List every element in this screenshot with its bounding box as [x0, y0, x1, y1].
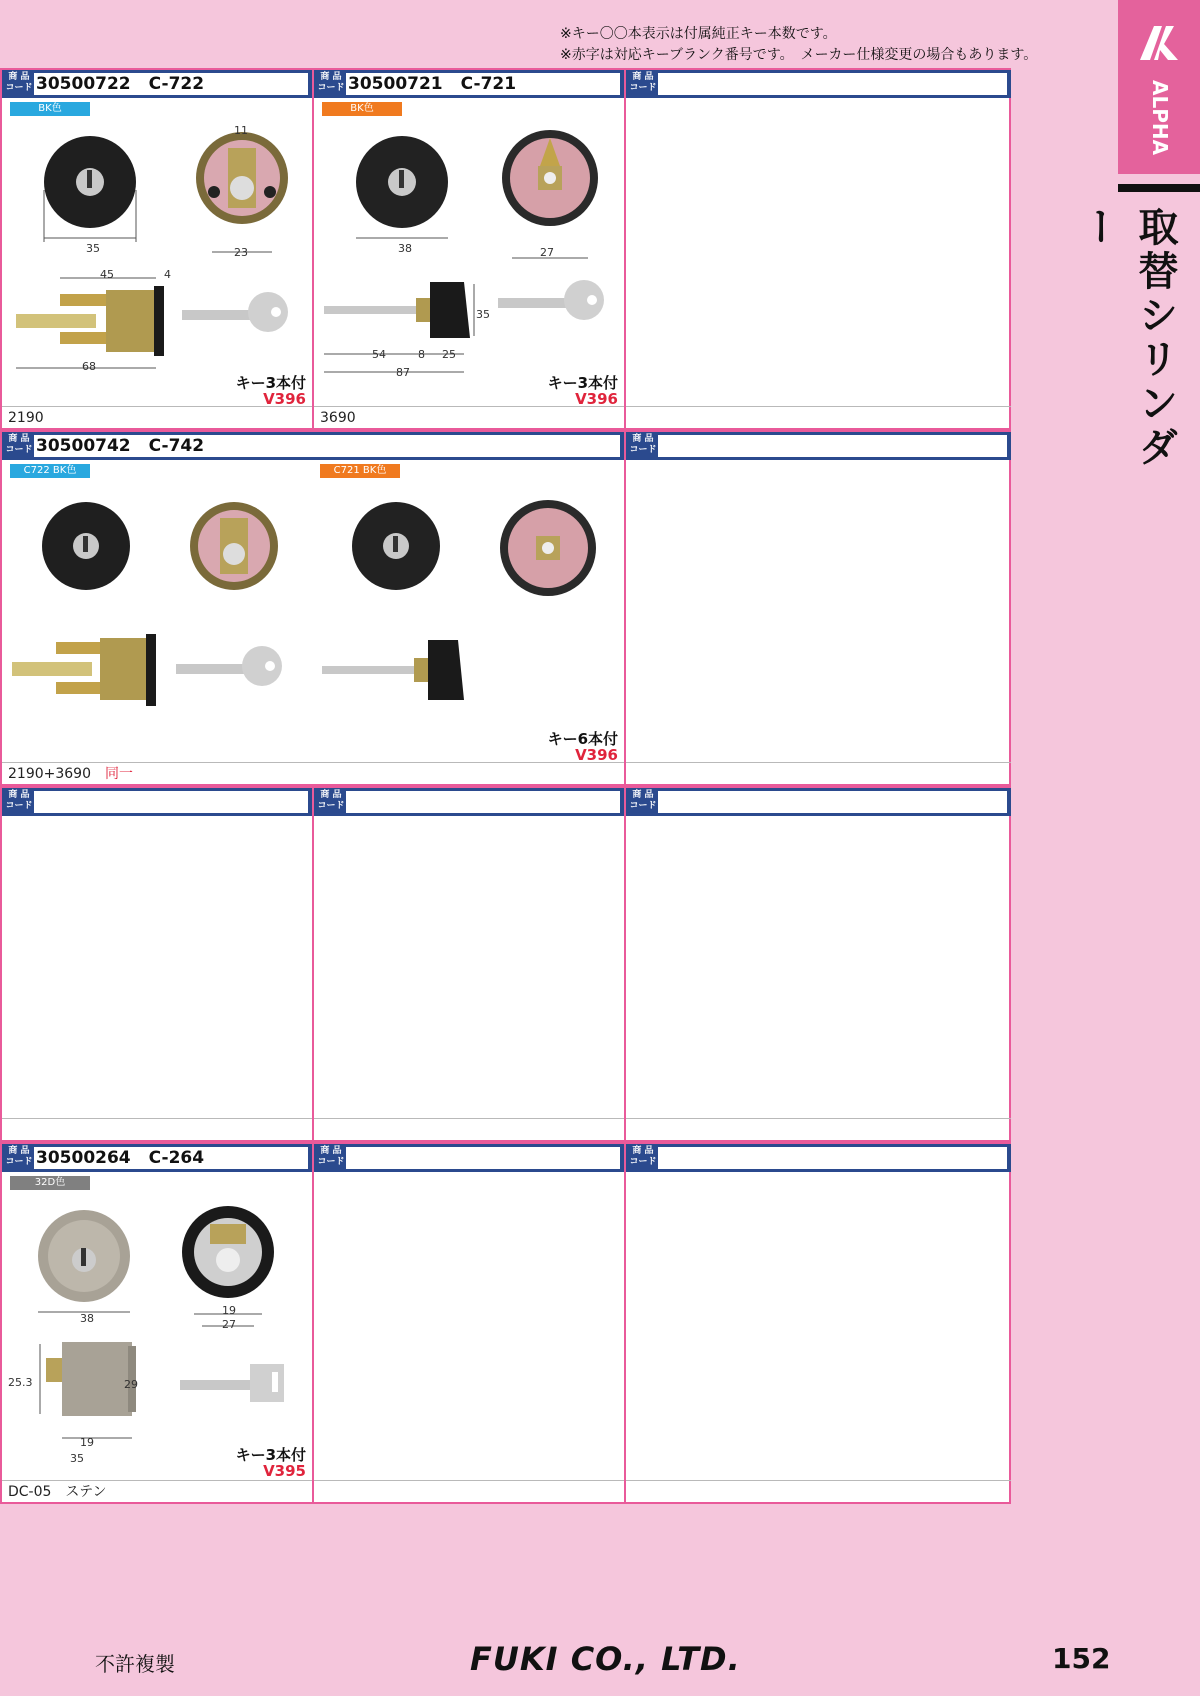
product-code-field — [34, 435, 620, 457]
section-title — [1075, 184, 1200, 494]
code-label: 商 品 コード — [629, 1146, 657, 1167]
cylinder-side-photo — [12, 628, 162, 718]
product-row-3 — [0, 786, 1011, 1142]
product-code-bar — [626, 70, 1011, 98]
product-name: C-721 — [460, 74, 517, 94]
company-name: FUKI CO., LTD. — [470, 1640, 741, 1678]
product-code-bar — [2, 70, 312, 98]
alpha-logo-icon — [1136, 20, 1182, 66]
cylinder-back-photo — [498, 126, 608, 266]
product-cell-c742 — [2, 432, 626, 784]
section-title-text: 取替シリンダー — [1075, 206, 1178, 470]
color-tag: BK色 — [322, 102, 402, 116]
product-code: 30500742 — [36, 436, 131, 456]
product-footer — [2, 762, 624, 784]
product-name: C-264 — [148, 1148, 205, 1168]
dimension-label: 19 — [222, 1304, 236, 1317]
code-label: 商 品 コード — [5, 790, 33, 811]
same-key-note: 同一 — [105, 766, 133, 782]
product-footer-text: 2190+3690 — [8, 766, 91, 782]
cylinder-side-photo — [322, 638, 472, 704]
product-code-bar — [314, 1144, 624, 1172]
product-footer: DC-05 ステン — [2, 1480, 312, 1502]
dimension-label: 11 — [234, 124, 248, 137]
cylinder-back-photo — [192, 128, 292, 258]
product-code-field — [346, 791, 620, 813]
product-code-field — [346, 1147, 620, 1169]
key-photo — [176, 642, 286, 692]
color-tag: 32D色 — [10, 1176, 90, 1190]
product-code-field — [658, 435, 1007, 457]
product-code-field — [658, 791, 1007, 813]
product-code-bar — [314, 70, 624, 98]
cylinder-front-photo — [350, 130, 460, 250]
cylinder-back-photo — [186, 498, 286, 598]
dimension-label: 19 — [80, 1436, 94, 1449]
brand-name: ALPHA — [1148, 80, 1172, 156]
notes — [560, 24, 1037, 66]
key-blank-number: V396 — [575, 390, 618, 408]
key-blank-number: V396 — [263, 390, 306, 408]
product-code-bar — [2, 788, 312, 816]
key-photo — [180, 1358, 290, 1408]
product-code: 30500721 — [348, 74, 443, 94]
code-label: 商 品 コード — [5, 434, 33, 455]
code-label: 商 品 コード — [629, 790, 657, 811]
cylinder-side-photo — [16, 276, 176, 376]
product-footer — [2, 1118, 312, 1140]
product-footer — [314, 1480, 624, 1502]
key-blank-number: V396 — [575, 746, 618, 764]
product-code-bar — [626, 432, 1011, 460]
note-line-2: ※赤字は対応キーブランク番号です。 メーカー仕様変更の場合もあります。 — [560, 47, 1038, 63]
product-cell-empty — [626, 1144, 1011, 1502]
product-code-field — [34, 73, 308, 95]
code-label: 商 品 コード — [5, 72, 33, 93]
dimension-label: 35 — [476, 308, 490, 321]
product-cell-empty — [626, 432, 1011, 784]
product-cell-empty — [314, 1144, 626, 1502]
dimension-label: 25 — [442, 348, 456, 361]
dimension-label: 25.3 — [8, 1376, 33, 1389]
product-footer — [626, 406, 1011, 428]
brand-logo — [1118, 0, 1200, 174]
product-cell-c721 — [314, 70, 626, 428]
product-name: C-742 — [148, 436, 205, 456]
dimension-label: 38 — [80, 1312, 94, 1325]
product-code-bar — [626, 1144, 1011, 1172]
product-code-bar — [626, 788, 1011, 816]
dimension-label: 54 — [372, 348, 386, 361]
page-number: 152 — [1052, 1642, 1111, 1675]
product-name: C-722 — [148, 74, 205, 94]
product-code-field — [34, 791, 308, 813]
product-code: 30500264 — [36, 1148, 131, 1168]
code-label: 商 品 コード — [317, 72, 345, 93]
cylinder-front-photo — [348, 498, 448, 598]
product-row-4 — [0, 1142, 1011, 1504]
product-code-bar — [2, 1144, 312, 1172]
dimension-label: 68 — [82, 360, 96, 373]
note-line-1: ※キー〇〇本表示は付属純正キー本数です。 — [560, 26, 837, 42]
code-label: 商 品 コード — [629, 72, 657, 93]
dimension-label: 27 — [222, 1318, 236, 1331]
dimension-label: 38 — [398, 242, 412, 255]
product-footer — [626, 1118, 1011, 1140]
key-photo — [498, 276, 608, 326]
key-blank-number: V395 — [263, 1462, 306, 1480]
code-label: 商 品 コード — [317, 790, 345, 811]
code-label: 商 品 コード — [5, 1146, 33, 1167]
cylinder-front-photo — [38, 130, 148, 250]
product-code-field — [658, 1147, 1007, 1169]
key-count: キー3本付 — [235, 1446, 306, 1464]
product-cell-empty — [626, 788, 1011, 1140]
product-footer: 2190 — [2, 406, 312, 428]
product-row-1 — [0, 68, 1011, 430]
key-count: キー6本付 — [547, 730, 618, 748]
cylinder-side-photo — [324, 278, 494, 378]
dimension-label: 35 — [70, 1452, 84, 1465]
cylinder-front-photo — [38, 498, 138, 598]
dimension-label: 87 — [396, 366, 410, 379]
dimension-label: 35 — [86, 242, 100, 255]
key-photo — [182, 288, 292, 338]
color-tag: C721 BK色 — [320, 464, 400, 478]
dimension-label: 4 — [164, 268, 171, 281]
dimension-label: 27 — [540, 246, 554, 259]
product-code-bar — [2, 432, 624, 460]
product-code-field — [658, 73, 1007, 95]
cylinder-front-photo — [32, 1204, 142, 1324]
dimension-label: 23 — [234, 246, 248, 259]
product-footer — [626, 1480, 1011, 1502]
code-label: 商 品 コード — [317, 1146, 345, 1167]
copyright-note: 不許複製 — [95, 1652, 175, 1676]
product-row-2 — [0, 430, 1011, 786]
product-code-field — [34, 1147, 308, 1169]
product-cell-empty — [626, 70, 1011, 428]
product-cell-empty — [2, 788, 314, 1140]
code-label: 商 品 コード — [629, 434, 657, 455]
product-footer — [314, 1118, 624, 1140]
dimension-label: 8 — [418, 348, 425, 361]
product-footer — [626, 762, 1011, 784]
product-cell-c722 — [2, 70, 314, 428]
color-tag: C722 BK色 — [10, 464, 90, 478]
product-code: 30500722 — [36, 74, 131, 94]
dimension-label: 45 — [100, 268, 114, 281]
product-cell-c264 — [2, 1144, 314, 1502]
key-count: キー3本付 — [235, 374, 306, 392]
product-code-bar — [314, 788, 624, 816]
product-cell-empty — [314, 788, 626, 1140]
product-code-field — [346, 73, 620, 95]
dimension-label: 29 — [124, 1378, 138, 1391]
cylinder-back-photo — [496, 496, 600, 600]
key-count: キー3本付 — [547, 374, 618, 392]
color-tag: BK色 — [10, 102, 90, 116]
product-footer: 3690 — [314, 406, 624, 428]
